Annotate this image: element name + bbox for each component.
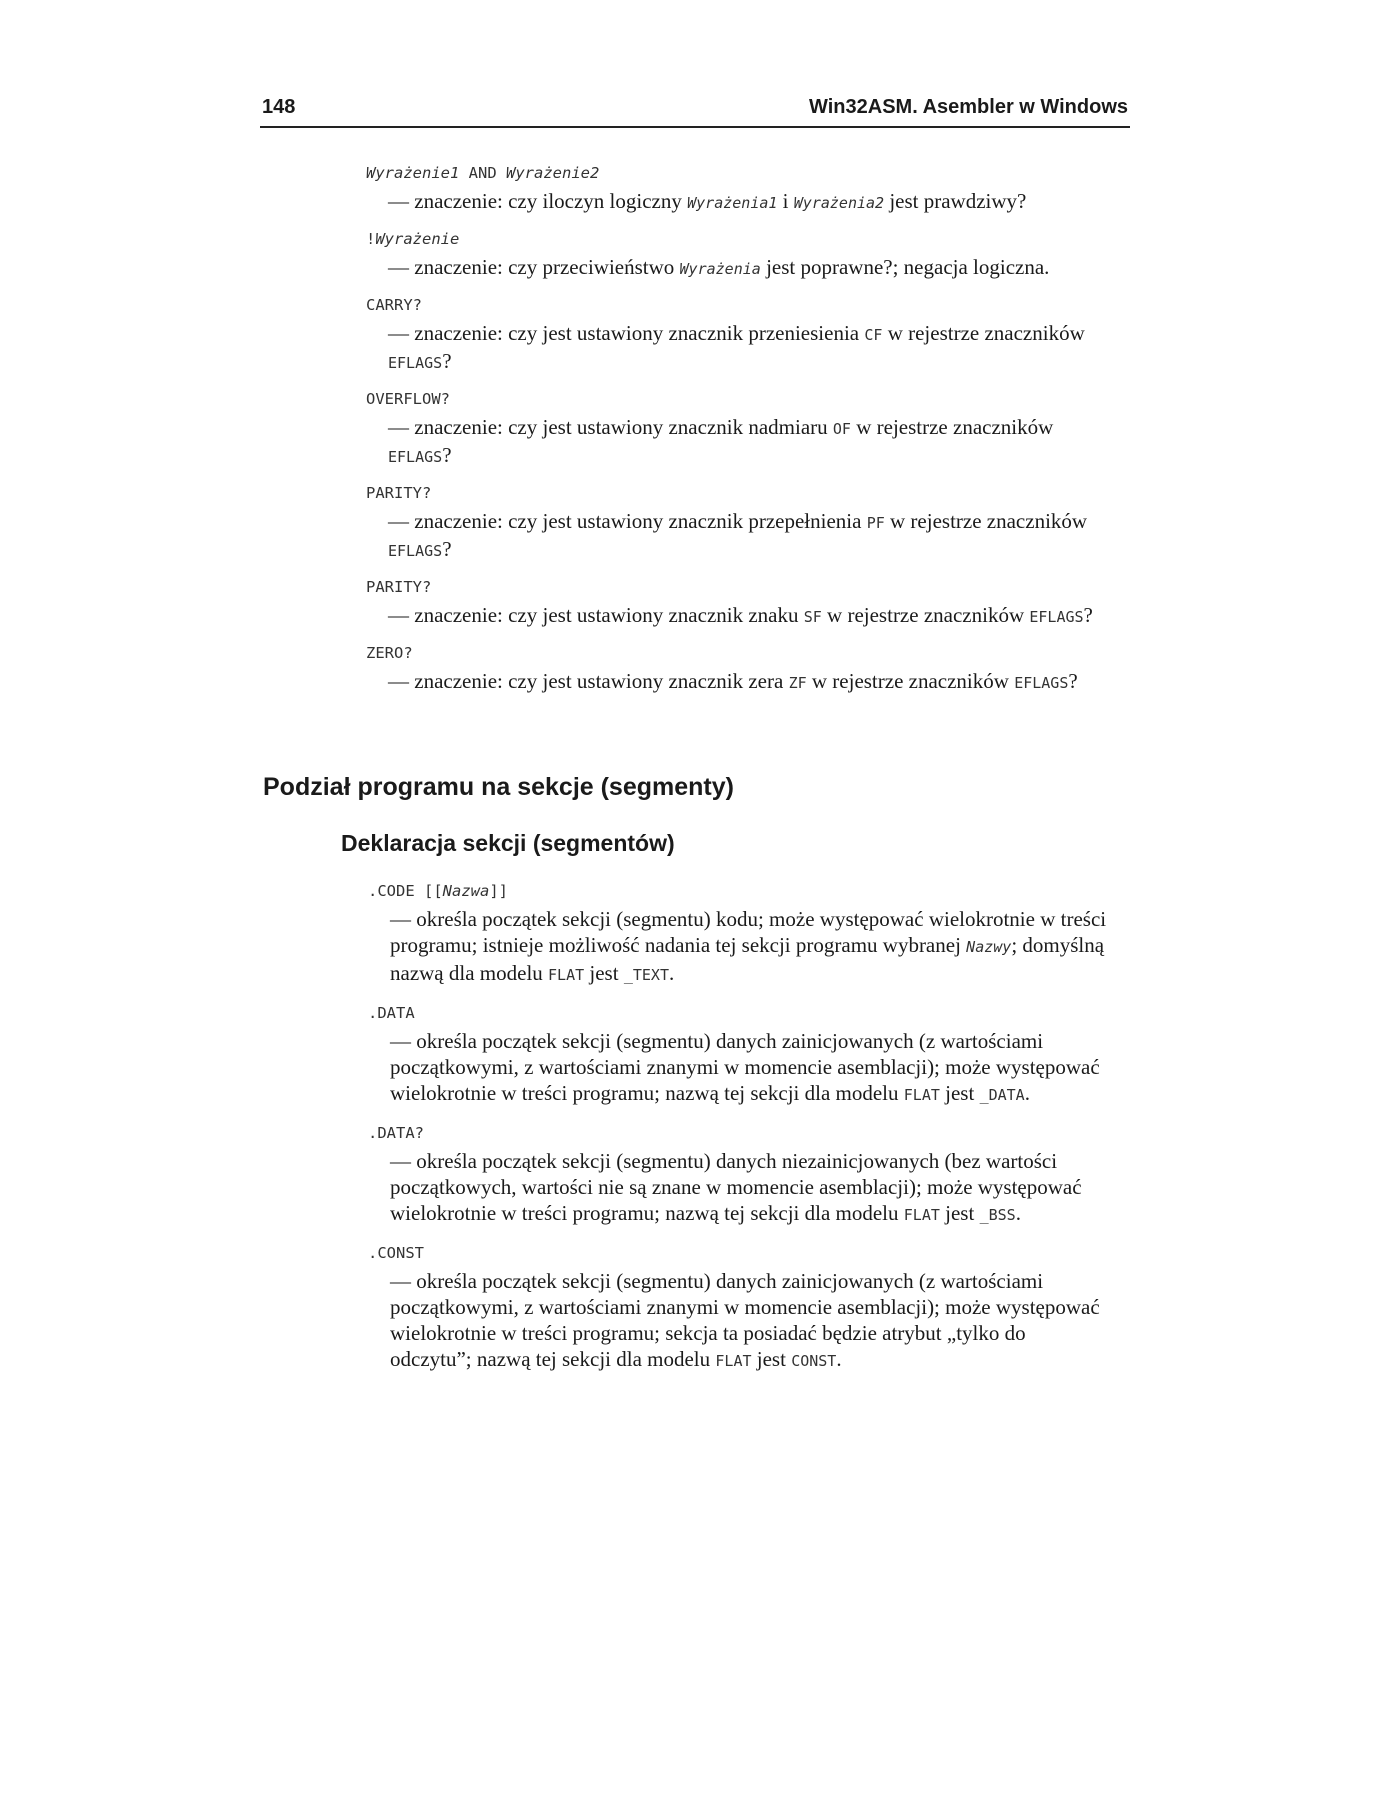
- description: [390, 1148, 1110, 1228]
- desc-text: jest poprawne?; negacja logiczna.: [760, 255, 1050, 279]
- term: PARITY?: [366, 578, 432, 596]
- desc-text: jest: [584, 961, 624, 985]
- desc-text: jest prawdziwy?: [884, 189, 1027, 213]
- code-ref: FLAT: [715, 1352, 752, 1370]
- desc-text: — znaczenie: czy jest ustawiony znacznik przeniesienia: [388, 321, 865, 345]
- description: [388, 414, 1108, 470]
- term: .CONST: [368, 1244, 424, 1262]
- desc-text: w rejestrze znaczników: [882, 321, 1085, 345]
- code-ref: Wyrażenia2: [793, 194, 885, 212]
- desc-text: .: [1024, 1081, 1030, 1105]
- desc-text: w rejestrze znaczników: [850, 415, 1054, 439]
- code-ref: SF: [803, 608, 822, 626]
- operator-list: [366, 162, 1106, 708]
- desc-text: jest: [751, 1347, 792, 1371]
- term: [366, 228, 1106, 250]
- description: [388, 508, 1108, 564]
- desc-text: ?: [442, 443, 452, 467]
- term: PARITY?: [366, 484, 432, 502]
- description: [390, 1028, 1110, 1108]
- desc-text: w rejestrze znaczników: [806, 669, 1015, 693]
- desc-text: ?: [1068, 669, 1078, 693]
- term: OVERFLOW?: [366, 390, 450, 408]
- desc-text: .: [1015, 1201, 1021, 1225]
- term-part: AND: [459, 164, 506, 182]
- code-ref: EFLAGS: [388, 448, 443, 466]
- term: ZERO?: [366, 644, 413, 662]
- code-ref: _BSS: [979, 1206, 1016, 1224]
- term: .DATA: [368, 1004, 415, 1022]
- term-part: Wyrażenie2: [506, 164, 600, 182]
- description: [388, 320, 1108, 376]
- desc-text: — znaczenie: czy jest ustawiony znacznik zera: [388, 669, 789, 693]
- term-part: Nazwa: [442, 882, 490, 900]
- page-header: [260, 96, 1130, 128]
- description: [388, 602, 1108, 630]
- desc-text: w rejestrze znaczników: [884, 509, 1088, 533]
- code-ref: EFLAGS: [388, 542, 443, 560]
- code-ref: FLAT: [903, 1086, 940, 1104]
- section-heading: Podział programu na sekcje (segmenty): [263, 773, 734, 801]
- term: .DATA?: [368, 1124, 424, 1142]
- term: [368, 880, 1108, 902]
- description: [390, 906, 1110, 988]
- desc-text: i: [777, 189, 794, 213]
- code-ref: FLAT: [903, 1206, 940, 1224]
- term: CARRY?: [366, 296, 422, 314]
- desc-text: — określa początek sekcji (segmentu) danych zainicjowanych (z wartościami początkowymi, z wartościami znanymi w momencie asemblacji); może występować wielokrotnie w treści programu; nazwą tej sekcji dla modelu: [390, 1029, 1100, 1105]
- code-ref: Wyrażenia: [679, 260, 761, 278]
- description: [388, 188, 1108, 216]
- code-ref: PF: [866, 514, 885, 532]
- running-title: Win32ASM. Asembler w Windows: [809, 96, 1128, 118]
- desc-text: — znaczenie: czy jest ustawiony znacznik przepełnienia: [388, 509, 867, 533]
- code-ref: CF: [864, 326, 883, 344]
- desc-text: jest: [939, 1081, 980, 1105]
- term-part: Wyrażenie1: [366, 164, 460, 182]
- code-ref: Nazwy: [966, 938, 1012, 956]
- code-ref: _TEXT: [623, 966, 669, 984]
- code-ref: EFLAGS: [1014, 674, 1069, 692]
- desc-text: .: [836, 1347, 842, 1371]
- desc-text: ; domyślną nazwą dla modelu: [390, 933, 1105, 985]
- code-ref: EFLAGS: [1029, 608, 1084, 626]
- code-ref: OF: [832, 420, 851, 438]
- desc-text: — znaczenie: czy przeciwieństwo: [388, 255, 680, 279]
- desc-text: — określa początek sekcji (segmentu) kodu; może występować wielokrotnie w treści programu; istnieje możliwość nadania tej sekcji programu wybranej: [390, 907, 1107, 957]
- term-part: .CODE [[: [368, 882, 443, 900]
- desc-text: — określa początek sekcji (segmentu) danych niezainicjowanych (bez wartości początkowych, wartości nie są znane w momencie asemblacji); może występować wielokrotnie w treści programu; nazwą tej sekcji dla modelu: [390, 1149, 1082, 1225]
- code-ref: _DATA: [979, 1086, 1025, 1104]
- page-number: 148: [262, 96, 296, 118]
- term-part: !: [366, 230, 376, 248]
- code-ref: ZF: [788, 674, 807, 692]
- description: [390, 1268, 1110, 1374]
- desc-text: — określa początek sekcji (segmentu) danych zainicjowanych (z wartościami początkowymi, z wartościami znanymi w momencie asemblacji); może występować wielokrotnie w treści programu; sekcja ta posiadać będzie atrybut „tylko do odczytu”; nazwą tej sekcji dla modelu: [390, 1269, 1100, 1371]
- subsection-heading: Deklaracja sekcji (segmentów): [341, 830, 675, 856]
- desc-text: .: [668, 961, 675, 985]
- term-part: Wyrażenie: [375, 230, 460, 248]
- section-directive-list: [368, 880, 1108, 1388]
- description: [388, 668, 1108, 696]
- desc-text: ?: [442, 349, 452, 373]
- term-part: ]]: [489, 882, 508, 900]
- desc-text: ?: [1083, 603, 1093, 627]
- desc-text: w rejestrze znaczników: [821, 603, 1030, 627]
- code-ref: EFLAGS: [388, 354, 443, 372]
- desc-text: — znaczenie: czy jest ustawiony znacznik nadmiaru: [388, 415, 833, 439]
- description: [388, 254, 1108, 282]
- code-ref: CONST: [791, 1352, 837, 1370]
- desc-text: ?: [442, 537, 452, 561]
- code-ref: FLAT: [548, 966, 585, 984]
- term: [366, 162, 1106, 184]
- desc-text: — znaczenie: czy iloczyn logiczny: [388, 189, 688, 213]
- desc-text: jest: [939, 1201, 980, 1225]
- code-ref: Wyrażenia1: [687, 194, 778, 212]
- desc-text: — znaczenie: czy jest ustawiony znacznik znaku: [388, 603, 804, 627]
